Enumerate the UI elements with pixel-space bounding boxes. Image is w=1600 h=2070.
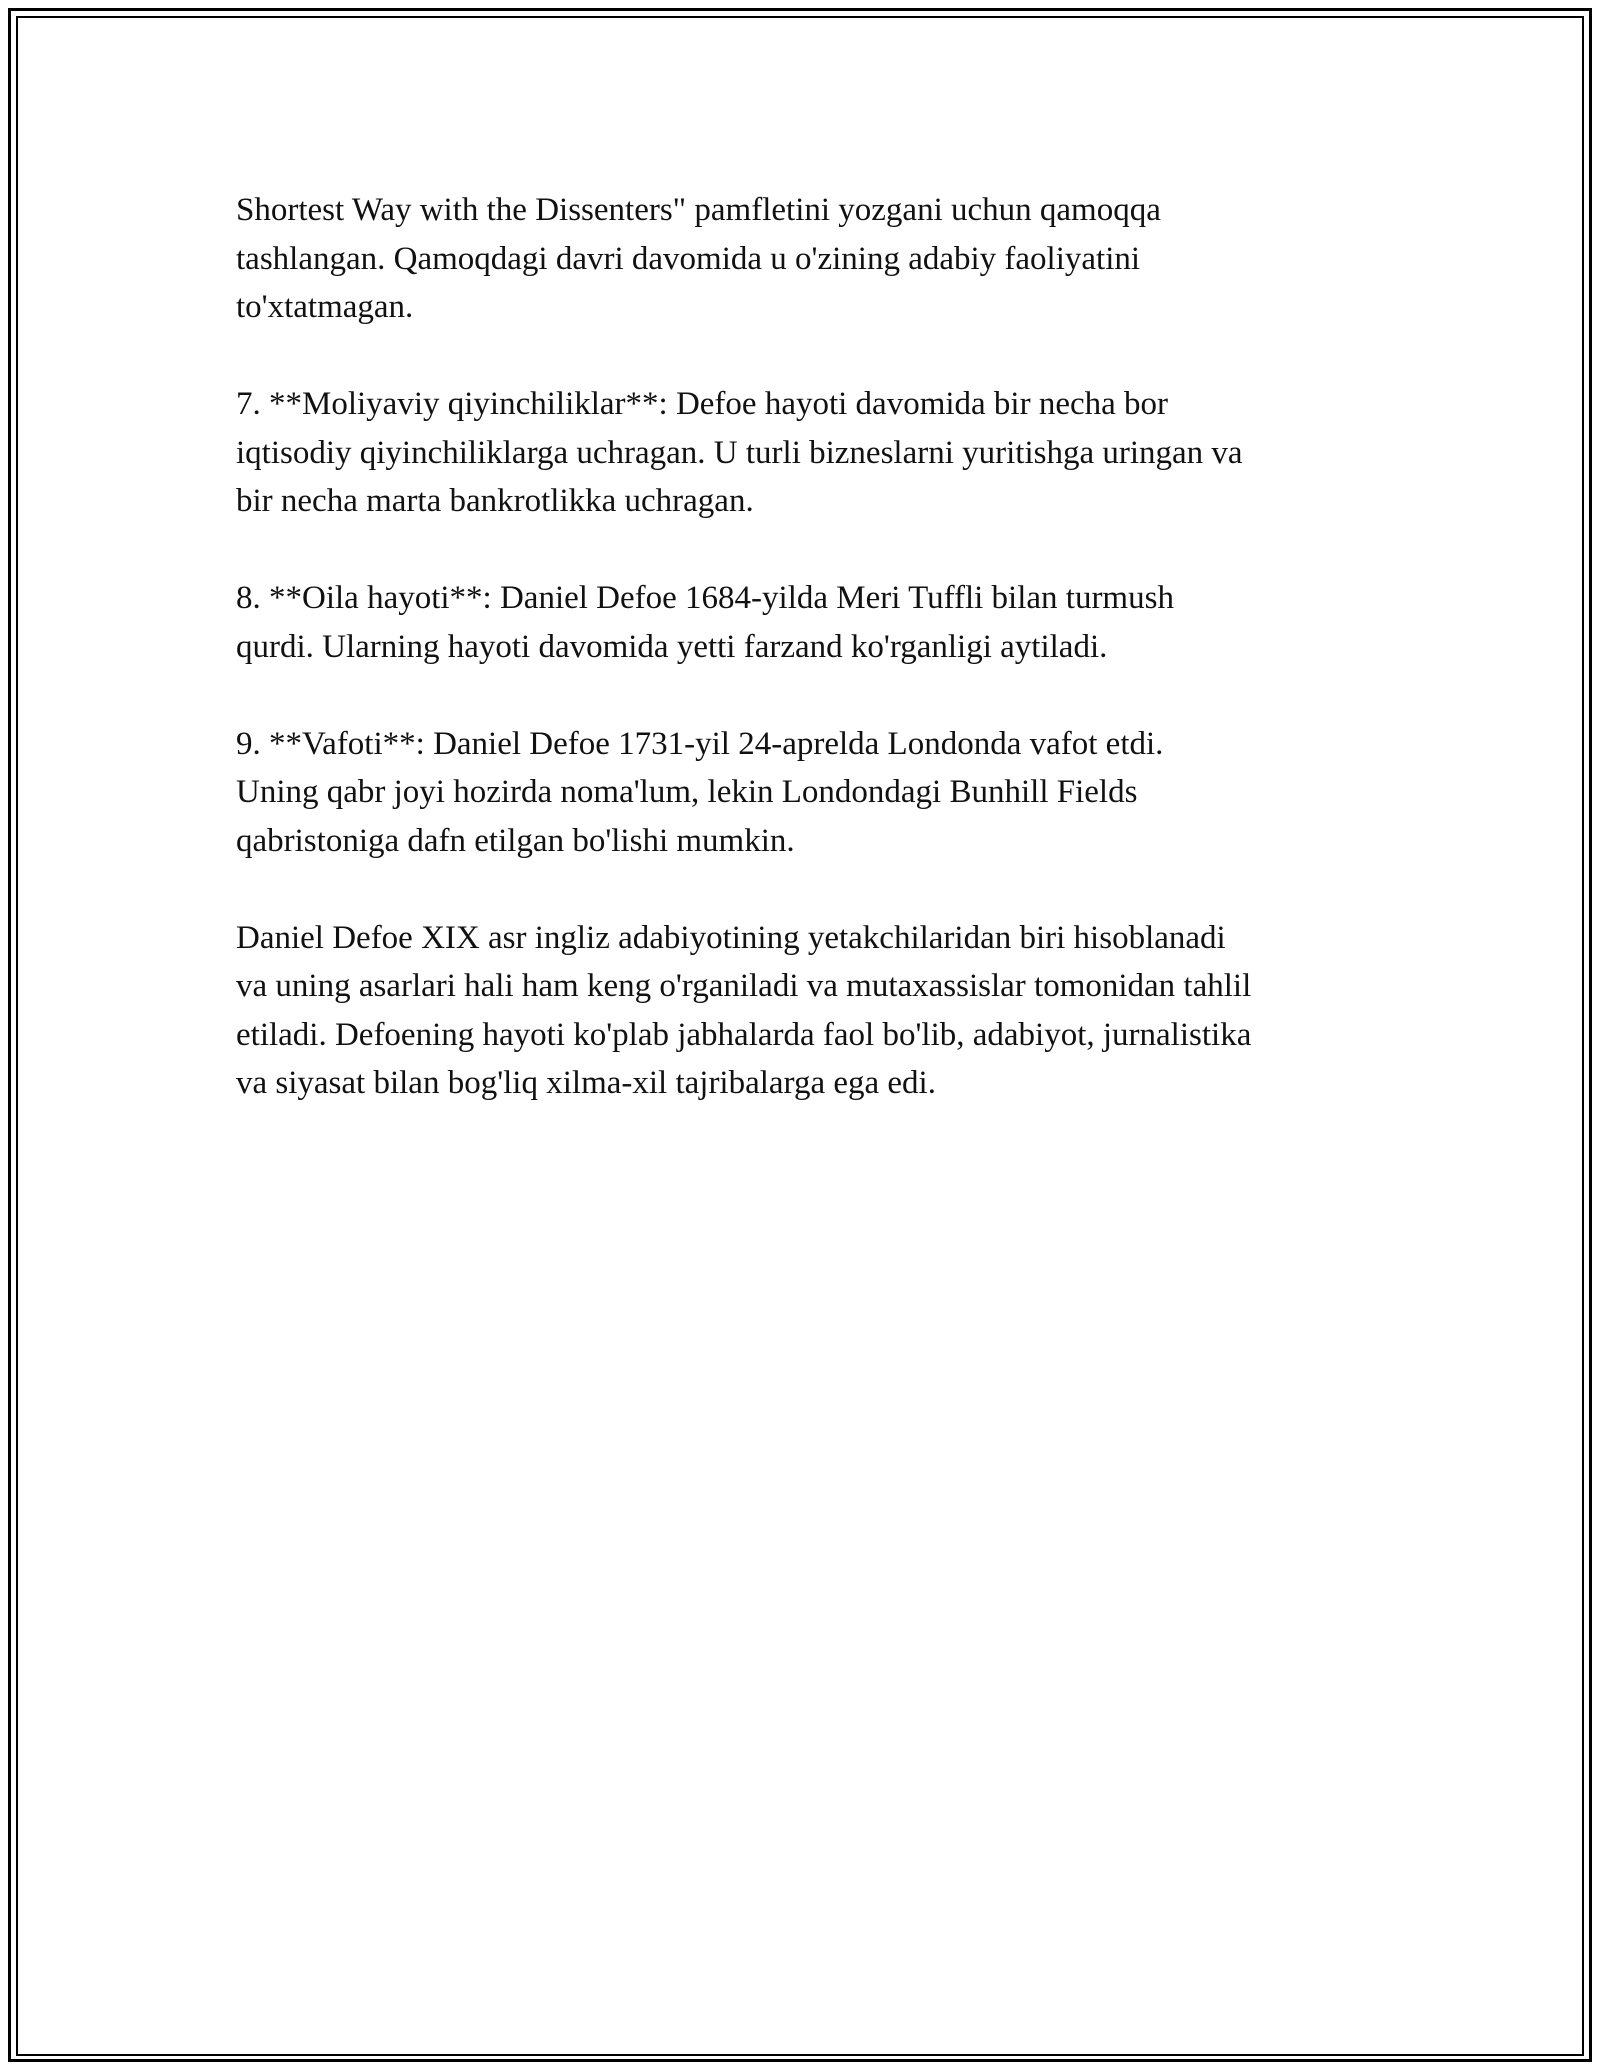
text-line: va uning asarlari hali ham keng o'rganiladi va mutaxassislar tomonidan tahlil [236,968,1252,1004]
paragraph-qamoq [236,186,1376,332]
paragraph-xulosa [236,914,1376,1108]
text-line: Uning qabr joyi hozirda noma'lum, lekin Londondagi Bunhill Fields [236,774,1138,810]
text-line: qabristoniga dafn etilgan bo'lishi mumkin. [236,822,795,859]
text-line: tashlangan. Qamoqdagi davri davomida u o'zining adabiy faoliyatini [236,240,1141,277]
paragraph-vafoti [236,720,1376,866]
text-line: bir necha marta bankrotlikka uchragan. [236,483,754,519]
paragraph-oila [236,574,1376,671]
text-line: Shortest Way with the Dissenters" pamfletini yozgani uchun qamoqqa [236,192,1161,228]
document-body [236,186,1376,1156]
text-line: Daniel Defoe XIX asr ingliz adabiyotining yetakchilaridan biri hisoblanadi [236,919,1226,956]
text-line: 7. **Moliyaviy qiyinchiliklar**: Defoe hayoti davomida bir necha bor [236,386,1169,422]
text-line: va siyasat bilan bog'liq xilma-xil tajribalarga ega edi. [236,1065,936,1101]
text-line: qurdi. Ularning hayoti davomida yetti farzand ko'rganligi aytiladi. [236,628,1108,665]
paragraph-moliyaviy [236,380,1376,526]
text-line: iqtisodiy qiyinchiliklarga uchragan. U turli bizneslarni yuritishga uringan va [236,434,1243,471]
text-line: 9. **Vafoti**: Daniel Defoe 1731-yil 24-aprelda Londonda vafot etdi. [236,725,1164,762]
text-line: etiladi. Defoening hayoti ko'plab jabhalarda faol bo'lib, adabiyot, jurnalistika [236,1016,1252,1053]
text-line: to'xtatmagan. [236,289,414,325]
text-line: 8. **Oila hayoti**: Daniel Defoe 1684-yilda Meri Tuffli bilan turmush [236,580,1174,616]
